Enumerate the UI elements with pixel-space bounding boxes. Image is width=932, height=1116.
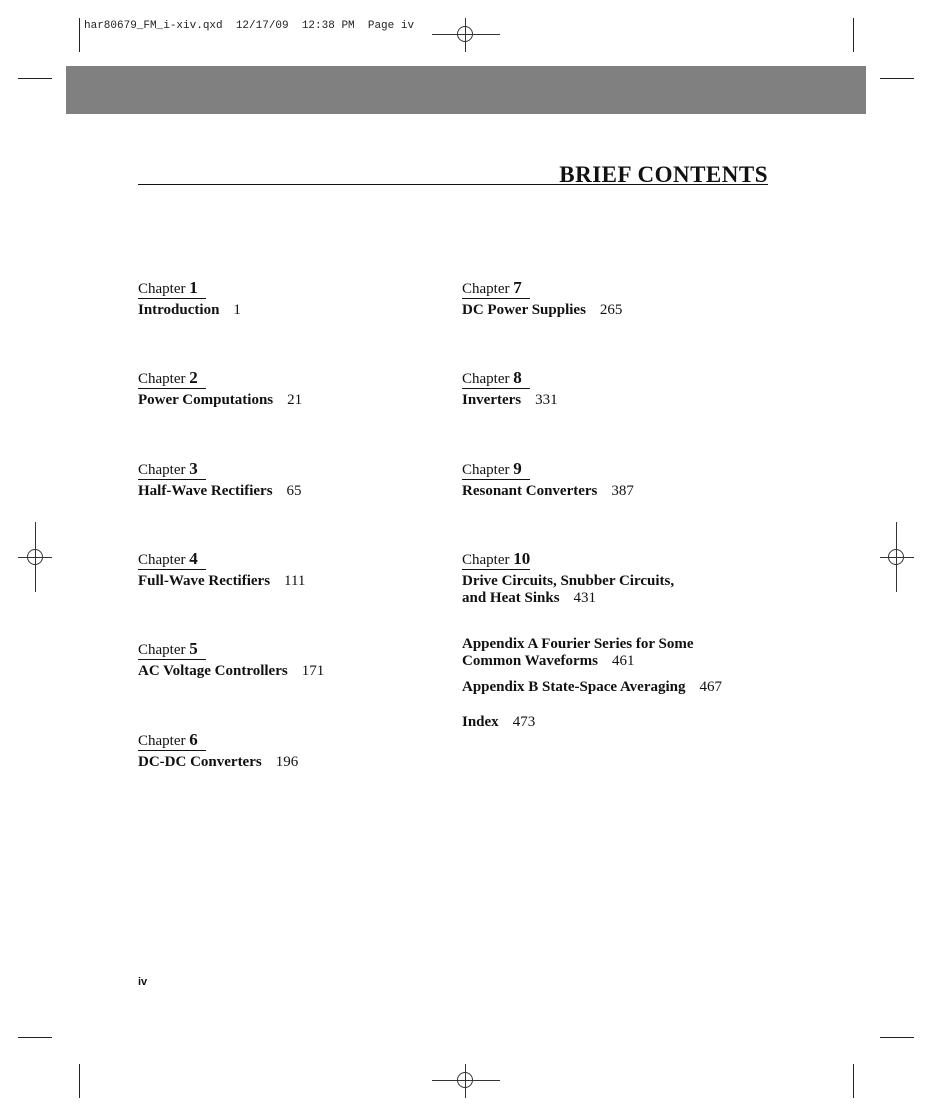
toc-entry-chapter-6 [138, 731, 438, 771]
chapter-label: Chapter 4 [138, 550, 206, 570]
header-band [66, 66, 866, 114]
page-number: 331 [535, 392, 558, 408]
trim-mark [880, 1037, 914, 1038]
chapter-title: Introduction 1 [138, 302, 241, 318]
trim-mark [79, 18, 80, 52]
chapter-label: Chapter 2 [138, 369, 206, 389]
toc-entry-chapter-7 [462, 279, 762, 319]
toc-entry-chapter-5 [138, 640, 438, 680]
page-number: 467 [699, 679, 722, 695]
chapter-title: AC Voltage Controllers 171 [138, 663, 325, 679]
page-folio: iv [138, 976, 148, 988]
chapter-title: Drive Circuits, Snubber Circuits, and Heat Sinks 431 [462, 573, 675, 606]
page-number: 431 [573, 590, 597, 606]
chapter-label: Chapter 6 [138, 731, 206, 751]
chapter-title: Inverters 331 [462, 392, 558, 408]
trim-mark [18, 1037, 52, 1038]
toc-entry-chapter-2 [138, 369, 438, 409]
page-number: 265 [599, 302, 623, 318]
file-slug: har80679_FM_i-xiv.qxd 12/17/09 12:38 PM Page iv [84, 20, 415, 32]
chapter-title: Resonant Converters 387 [462, 483, 634, 499]
chapter-title: Half-Wave Rectifiers 65 [138, 483, 302, 499]
page-number: 473 [512, 714, 536, 730]
chapter-label: Chapter 10 [462, 549, 531, 568]
chapter-title: Full-Wave Rectifiers 111 [138, 573, 306, 589]
page-number: 65 [286, 483, 302, 499]
chapter-title: Power Computations 21 [138, 392, 303, 408]
page-number: 387 [611, 483, 634, 499]
trim-mark [880, 78, 914, 79]
trim-mark [18, 78, 52, 79]
toc-entry-chapter-9 [462, 460, 762, 500]
chapter-label: Chapter 3 [138, 460, 206, 480]
page-title: BRIEF CONTENTS [559, 162, 768, 187]
page-number: 1 [233, 302, 241, 318]
chapter-label: Chapter 1 [138, 279, 206, 299]
page-number: 461 [611, 653, 635, 669]
trim-mark [79, 1064, 80, 1098]
toc-entry-index: Index 473 [462, 714, 536, 730]
chapter-label: Chapter 8 [462, 369, 530, 389]
chapter-label: Chapter 5 [138, 640, 206, 660]
page-number: 21 [287, 392, 303, 408]
toc-entry-chapter-8 [462, 369, 762, 409]
chapter-label: Chapter 7 [462, 279, 530, 299]
toc-entry-chapter-10 [462, 550, 762, 607]
toc-entry-chapter-3 [138, 460, 438, 500]
page-number: 111 [284, 573, 306, 589]
toc-entry-chapter-4 [138, 550, 438, 590]
chapter-label: Chapter 9 [462, 460, 530, 480]
toc-entry-appendix-b: Appendix B State-Space Averaging 467 [462, 679, 722, 695]
chapter-title: DC Power Supplies 265 [462, 302, 623, 318]
page-number: 171 [301, 663, 325, 679]
trim-mark [853, 18, 854, 52]
toc-entry-chapter-1 [138, 279, 438, 319]
page-number: 196 [275, 754, 299, 770]
toc-entry-appendix-a: Appendix A Fourier Series for Some Common Waveforms 461 [462, 636, 694, 669]
trim-mark [853, 1064, 854, 1098]
chapter-title: DC-DC Converters 196 [138, 754, 299, 770]
